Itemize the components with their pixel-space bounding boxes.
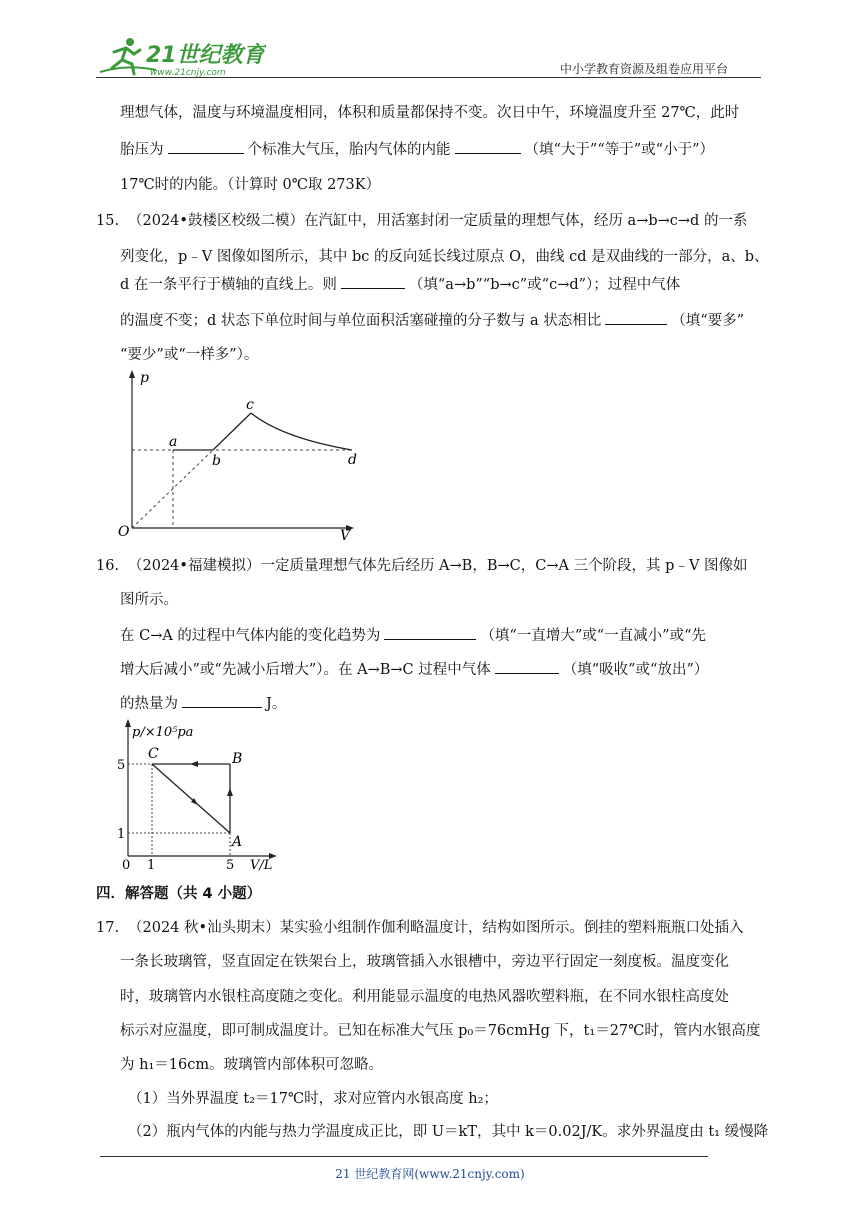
answer-blank xyxy=(182,693,262,708)
y-tick-5: 5 xyxy=(117,758,126,773)
p-axis-arrow xyxy=(125,719,131,727)
footer-link[interactable]: 21 世纪教育网(www.21cnjy.com) xyxy=(335,1167,525,1181)
answer-blank xyxy=(341,274,405,289)
q17-number: 17. xyxy=(96,920,120,936)
q14-line3: 17℃时的内能。（计算时 0℃取 273K） xyxy=(120,177,381,193)
q16-line3: 在 C→A 的过程中气体内能的变化趋势为 （填“一直增大”或“一直减小”或“先 xyxy=(120,625,706,646)
q15-line5: “要少”或“一样多”）。 xyxy=(120,347,259,363)
q15-line3: d 在一条平行于横轴的直线上。则 （填“a→b”“b→c”或“c→d”）；过程中气体 xyxy=(120,274,680,295)
point-b: b xyxy=(212,453,221,469)
q17-line5: 为 h₁＝16cm。玻璃管内部体积可忽略。 xyxy=(120,1057,384,1073)
p-axis-arrow xyxy=(129,370,135,378)
q16-number: 16. xyxy=(96,558,120,574)
q17-line4: 标示对应温度，即可制成温度计。已知在标准大气压 p₀＝76cmHg 下，t₁＝27℃时，管内水银高度 xyxy=(120,1023,761,1039)
x-tick-0: 0 xyxy=(122,858,131,872)
point-d: d xyxy=(348,452,357,468)
q16-line2: 图所示。 xyxy=(120,592,178,608)
bc-segment xyxy=(213,413,251,450)
x-tick-1: 1 xyxy=(147,858,156,872)
q17-line2: 一条长玻璃管，竖直固定在铁架台上，玻璃管插入水银槽中，旁边平行固定一刻度板。温度变化 xyxy=(120,954,729,970)
section-heading: 四．解答题（共 4 小题） xyxy=(96,886,262,902)
answer-blank xyxy=(605,310,667,325)
answer-blank xyxy=(384,625,476,640)
cd-hyperbola xyxy=(251,413,352,450)
platform-label: 中小学教育资源及组卷应用平台 xyxy=(560,62,729,76)
answer-blank xyxy=(495,659,559,674)
site-logo xyxy=(96,34,266,78)
bc-arrow xyxy=(190,761,198,767)
header-divider xyxy=(96,77,761,78)
point-A: A xyxy=(232,834,243,850)
v-axis-label: V xyxy=(340,528,351,540)
q16-line1: （2024•福建模拟）一定质量理想气体先后经历 A→B，B→C，C→A 三个阶段，其 p﹣V 图像如 xyxy=(128,558,748,574)
p-axis-label: p/×10⁵pa xyxy=(132,725,194,740)
p-axis-label: p xyxy=(140,370,149,386)
ab-arrow xyxy=(227,788,233,796)
footer-divider xyxy=(100,1156,708,1157)
point-C: C xyxy=(148,746,159,762)
q15-line2: 列变化，p﹣V 图像如图所示，其中 bc 的反向延长线过原点 O，曲线 cd 是双曲线的一部分，a、b、 xyxy=(120,249,769,265)
answer-blank xyxy=(168,139,244,154)
x-tick-5: 5 xyxy=(226,858,235,872)
q17-line3: 时，玻璃管内水银柱高度随之变化。利用能显示温度的电热风器吹塑料瓶，在不同水银柱高度处 xyxy=(120,989,729,1005)
origin-label: O xyxy=(118,524,130,540)
ca-segment xyxy=(152,764,230,833)
q16-pv-graph xyxy=(112,716,288,872)
q14-line2: 胎压为 个标准大气压，胎内气体的内能 （填“大于”“等于”或“小于”） xyxy=(120,139,714,160)
point-a: a xyxy=(169,434,178,450)
point-B: B xyxy=(232,751,243,767)
answer-blank xyxy=(455,139,521,154)
q17-line1: （2024 秋•汕头期末）某实验小组制作伽利略温度计，结构如图所示。倒挂的塑料瓶瓶口处插入 xyxy=(128,920,744,936)
logo-url: www.21cnjy.com xyxy=(150,68,226,78)
q15-line1: （2024•鼓楼区校级二模）在汽缸中，用活塞封闭一定质量的理想气体，经历 a→b→c→d 的一系 xyxy=(128,213,748,229)
q14-line1: 理想气体，温度与环境温度相同，体积和质量都保持不变。次日中午，环境温度升至 27℃，此时 xyxy=(120,105,740,121)
q17-sub2: （2）瓶内气体的内能与热力学温度成正比，即 U＝kT，其中 k＝0.02J/K。求外界温度由 t₁ 缓慢降 xyxy=(128,1124,769,1140)
v-axis-label: V/L xyxy=(250,858,273,872)
q15-line4: 的温度不变；d 状态下单位时间与单位面积活塞碰撞的分子数与 a 状态相比 （填“要多” xyxy=(120,310,744,331)
q16-line5: 的热量为 J。 xyxy=(120,693,286,714)
logo-text: 21世纪教育 xyxy=(146,43,265,68)
y-tick-1: 1 xyxy=(117,827,126,842)
q16-line4: 增大后减小”或“先减小后增大”）。在 A→B→C 过程中气体 （填“吸收”或“放出”） xyxy=(120,659,708,680)
q15-pv-graph xyxy=(112,368,362,540)
q15-number: 15. xyxy=(96,213,120,229)
q17-sub1: （1）当外界温度 t₂＝17℃时，求对应管内水银高度 h₂； xyxy=(128,1091,498,1107)
point-c: c xyxy=(246,397,254,413)
